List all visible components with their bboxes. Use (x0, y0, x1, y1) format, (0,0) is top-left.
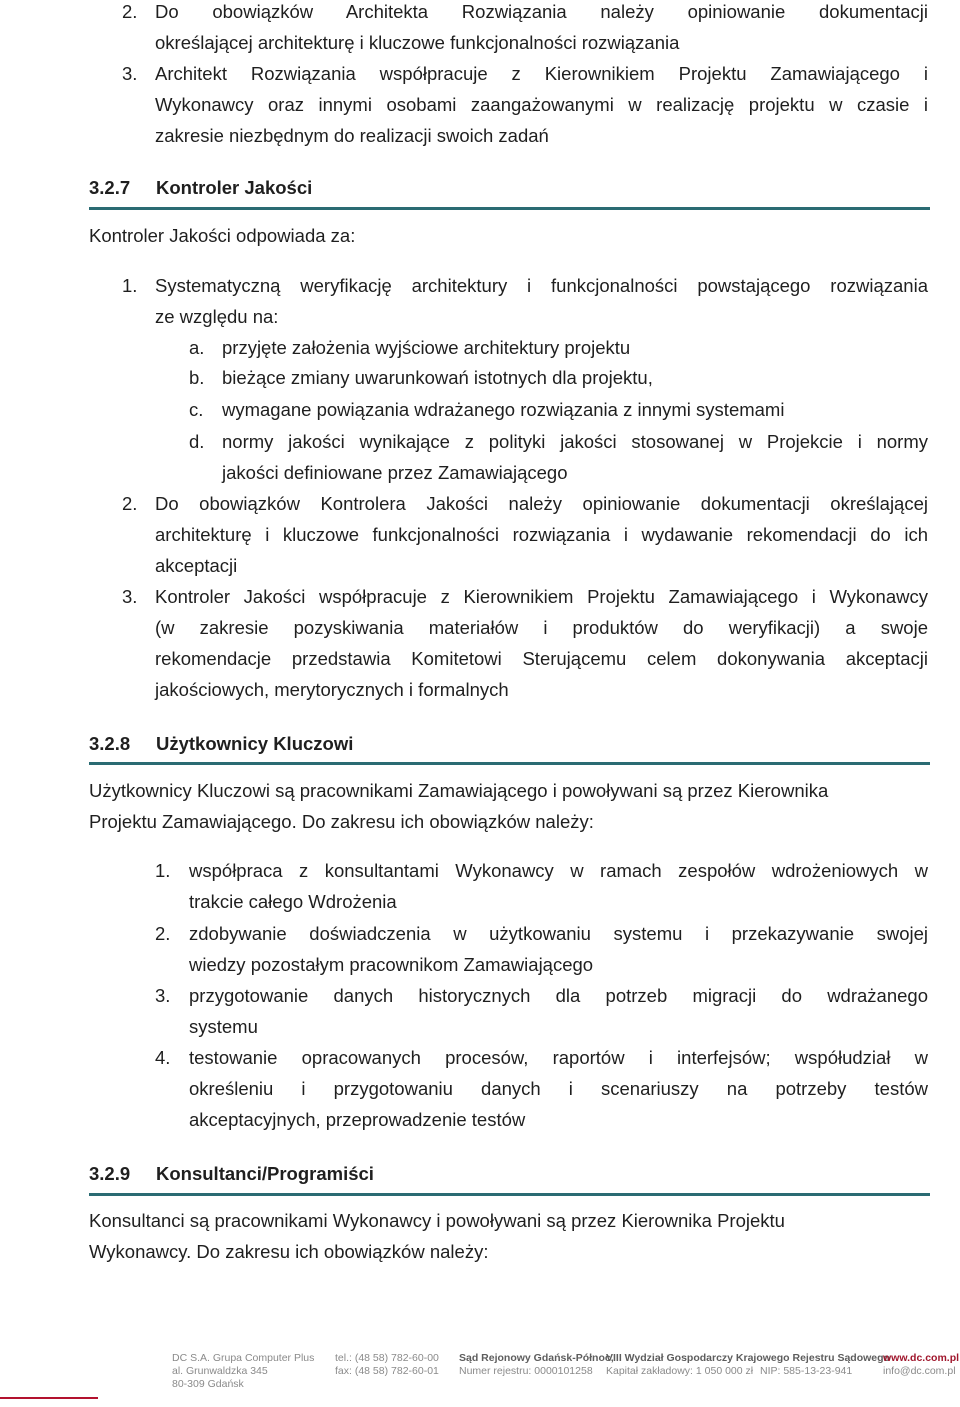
section-intro-line: Wykonawcy. Do zakresu ich obowiązków należy: (89, 1241, 489, 1262)
footer-register-number: Numer rejestru: 0000101258 (459, 1365, 593, 1377)
list-item-text-line: Kontroler Jakości współpracuje z Kierownikiem Projektu Zamawiającego i Wykonawcy (155, 586, 928, 607)
footer-share-capital: Kapitał zakładowy: 1 050 000 zł (606, 1365, 754, 1377)
section-intro: Kontroler Jakości odpowiada za: (89, 225, 356, 246)
list-item-text-line: określeniu i przygotowaniu danych i scenariuszy na potrzeby testów (189, 1078, 928, 1099)
footer-contact-line: tel.: (48 58) 782-60-00 (335, 1352, 439, 1364)
section-intro-line: Konsultanci są pracownikami Wykonawcy i powoływani są przez Kierownika Projektu (89, 1210, 785, 1231)
footer-contact-line: fax: (48 58) 782-60-01 (335, 1365, 439, 1377)
section-rule (89, 1193, 930, 1196)
list-item-text-line: jakościowych, merytorycznych i formalnych (155, 679, 509, 700)
footer-company-line: al. Grunwaldzka 345 (172, 1365, 268, 1377)
list-item-text-line: akceptacyjnych, przeprowadzenie testów (189, 1109, 526, 1130)
list-item-arch-2-text-line: określającej architekturę i kluczowe funkcjonalności rozwiązania (155, 32, 680, 53)
sub-list-item-number: c. (189, 399, 204, 420)
list-item-text-line: systemu (189, 1016, 258, 1037)
list-item-text-line: wiedzy pozostałym pracownikom Zamawiającego (189, 954, 594, 975)
list-item-text-line: architekturę i kluczowe funkcjonalności rozwiązania i wydawanie rekomendacji do ich (155, 524, 928, 545)
footer-register-dept: VIII Wydział Gospodarczy Krajowego Rejestru Sądowego (606, 1352, 890, 1364)
list-item-text-line: Do obowiązków Kontrolera Jakości należy opiniowanie dokumentacji określającej (155, 493, 928, 514)
list-item-arch-3-text-line: zakresie niezbędnym do realizacji swoich zadań (155, 125, 549, 146)
footer-nip: NIP: 585-13-23-941 (760, 1365, 853, 1377)
section-title: Kontroler Jakości (156, 177, 313, 198)
section-number: 3.2.9 (89, 1163, 131, 1184)
list-item-arch-2-number: 2. (122, 1, 138, 22)
list-item-text-line: rekomendacje przedstawia Komitetowi Sterującemu celem dokonywania akceptacji (155, 648, 928, 669)
sub-list-item-text-line: przyjęte założenia wyjściowe architektury projektu (222, 337, 631, 358)
list-item-text-line: testowanie opracowanych procesów, raportów i interfejsów; współudział w (189, 1047, 928, 1068)
section-number: 3.2.7 (89, 177, 131, 198)
section-title: Konsultanci/Programiści (156, 1163, 374, 1184)
list-item-number: 1. (155, 860, 171, 881)
section-rule (89, 207, 930, 210)
list-item-text-line: zdobywanie doświadczenia w użytkowaniu systemu i przekazywanie swojej (189, 923, 928, 944)
list-item-text-line: akceptacji (155, 555, 238, 576)
footer-court: Sąd Rejonowy Gdańsk-Północ, (459, 1352, 614, 1364)
list-item-number: 2. (122, 493, 138, 514)
list-item-arch-3-number: 3. (122, 63, 138, 84)
list-item-text-line: Systematyczną weryfikację architektury i funkcjonalności powstającego rozwiązania (155, 275, 928, 296)
footer-company-line: DC S.A. Grupa Computer Plus (172, 1352, 315, 1364)
list-item-arch-2-text-line: Do obowiązków Architekta Rozwiązania należy opiniowanie dokumentacji (155, 1, 928, 22)
footer-website: www.dc.com.pl (883, 1352, 960, 1364)
sub-list-item-text-line: bieżące zmiany uwarunkowań istotnych dla projektu, (222, 367, 653, 388)
section-title: Użytkownicy Kluczowi (156, 733, 354, 754)
list-item-text-line: współpraca z konsultantami Wykonawcy w ramach zespołów wdrożeniowych w (189, 860, 928, 881)
sub-list-item-number: b. (189, 367, 205, 388)
footer-company-line: 80-309 Gdańsk (172, 1378, 244, 1390)
section-intro-line: Projektu Zamawiającego. Do zakresu ich obowiązków należy: (89, 811, 594, 832)
list-item-text-line: trakcie całego Wdrożenia (189, 891, 397, 912)
list-item-text-line: przygotowanie danych historycznych dla potrzeb migracji do wdrażanego (189, 985, 928, 1006)
section-number: 3.2.8 (89, 733, 131, 754)
list-item-arch-3-text-line: Wykonawcy oraz innymi osobami zaangażowanymi w realizację projektu w czasie i (155, 94, 928, 115)
sub-list-item-text-line: normy jakości wynikające z polityki jakości stosowanej w Projekcie i normy (222, 431, 928, 452)
list-item-text-line: ze względu na: (155, 306, 279, 327)
list-item-number: 4. (155, 1047, 171, 1068)
sub-list-item-number: a. (189, 337, 205, 358)
sub-list-item-text-line: wymagane powiązania wdrażanego rozwiązania z innymi systemami (222, 399, 785, 420)
footer-accent-mark (0, 1397, 98, 1399)
footer-email: info@dc.com.pl (883, 1365, 956, 1377)
list-item-number: 2. (155, 923, 171, 944)
list-item-number: 3. (155, 985, 171, 1006)
section-intro-line: Użytkownicy Kluczowi są pracownikami Zamawiającego i powoływani są przez Kierownika (89, 780, 829, 801)
sub-list-item-text-line: jakości definiowane przez Zamawiającego (222, 462, 568, 483)
list-item-arch-3-text-line: Architekt Rozwiązania współpracuje z Kierownikiem Projektu Zamawiającego i (155, 63, 928, 84)
section-rule (89, 762, 930, 765)
list-item-number: 3. (122, 586, 138, 607)
list-item-text-line: (w zakresie pozyskiwania materiałów i produktów do weryfikacji) a swoje (155, 617, 928, 638)
list-item-number: 1. (122, 275, 138, 296)
sub-list-item-number: d. (189, 431, 205, 452)
